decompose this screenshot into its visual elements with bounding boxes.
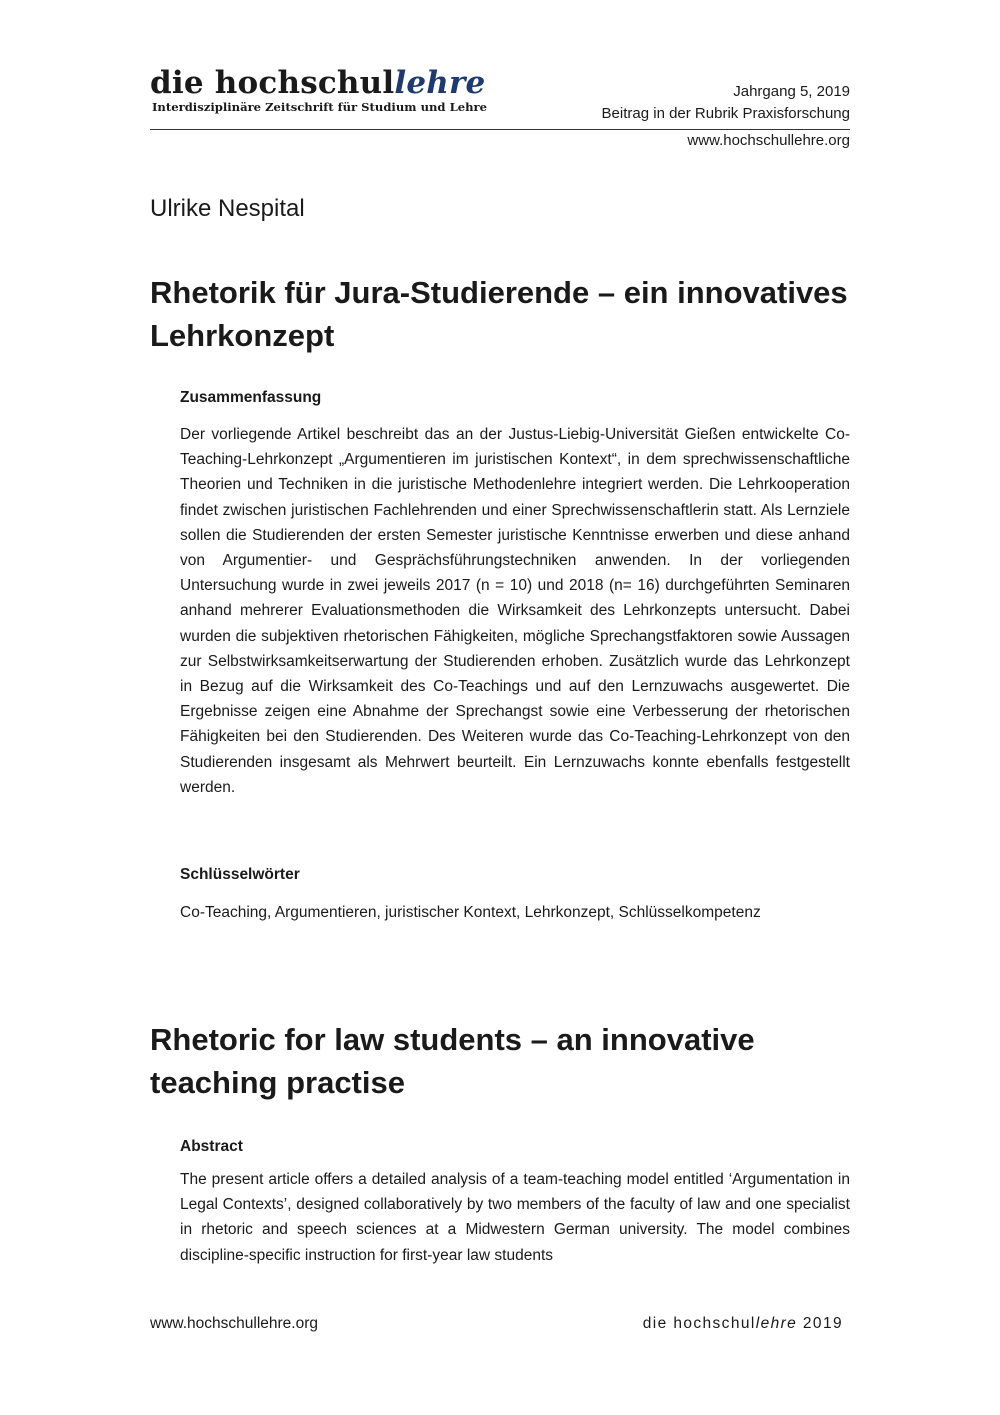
summary-text: Der vorliegende Artikel beschreibt das an der Justus-Liebig-Universität Gießen entwickelte Co-Teaching-Lehrkonzept „Argumentieren im juristischen Kontext“, in dem sprechwissenschaftliche Theorien und Techniken in die juristische Methodenlehre integriert werden. Die Lehrkooperation findet zwischen juristischen Fachlehrenden und einer Sprechwissenschaftlerin statt. Als Lernziele sollen die Studierenden der ersten Semester juristische Kenntnisse erwerben und diese anhand von Argumentier- und Gesprächsführungstechniken anwenden. In der vorliegenden Untersuchung wurde in zwei jeweils 2017 (n = 10) und 2018 (n= 16) durchgeführten Seminaren anhand mehrerer Evaluationsmethoden die Wirksamkeit des Lehrkonzepts untersucht. Dabei wurden die subjektiven rhetorischen Fähigkeiten, mögliche Sprechangstfaktoren sowie Aussagen zur Selbstwirksamkeitserwartung der Studierenden erhoben. Zusätzlich wurde das Lehrkonzept in Bezug auf die Wirksamkeit des Co-Teachings und auf den Lernzuwachs ausgewertet. Die Ergebnisse zeigen eine Abnahme der Sprechangst sowie eine Verbesserung der rhetorischen Fähigkeiten bei den Studierenden. Des Weiteren wurde das Co-Teaching-Lehrkonzept von den Studierenden insgesamt als Mehrwert beurteilt. Ein Lernzuwachs konnte ebenfalls festgestellt werden.	[180, 426, 850, 796]
article-author: Ulrike Nespital	[150, 195, 305, 222]
header-website-link[interactable]: www.hochschullehre.org	[687, 132, 850, 149]
summary-heading: Zusammenfassung	[180, 389, 322, 406]
journal-logo	[150, 66, 485, 100]
abstract-heading: Abstract	[180, 1138, 243, 1155]
journal-header	[150, 66, 850, 156]
journal-subtitle: Interdisziplinäre Zeitschrift für Studium und Lehre	[152, 100, 488, 114]
footer-journal-name	[643, 1315, 843, 1333]
journal-volume: Jahrgang 5, 2019	[733, 83, 850, 100]
logo-italic-text: lehre	[394, 65, 486, 101]
abstract-text: The present article offers a detailed analysis of a team-teaching model entitled ‘Argumentation in Legal Contexts’, designed collaboratively by two members of the faculty of law and one specialist in rhetoric and speech sciences at a Midwestern German university. The model combines discipline-specific instruction for first-year law students	[180, 1171, 850, 1264]
footer-journal-italic: lehre	[755, 1315, 798, 1332]
footer-year: 2019	[797, 1315, 843, 1332]
header-divider	[150, 129, 850, 130]
english-title: Rhetoric for law students – an innovative teaching practise	[150, 1022, 755, 1100]
german-title: Rhetorik für Jura-Studierende – ein innovatives Lehrkonzept	[150, 275, 848, 353]
footer-journal-main: die hochschul	[642, 1315, 756, 1332]
keywords-text: Co-Teaching, Argumentieren, juristischer Kontext, Lehrkonzept, Schlüsselkompetenz	[180, 904, 761, 921]
logo-main-text: die hochschul	[150, 65, 395, 101]
article-rubric: Beitrag in der Rubrik Praxisforschung	[601, 105, 850, 122]
footer-website-link[interactable]: www.hochschullehre.org	[150, 1315, 319, 1332]
keywords-heading: Schlüsselwörter	[180, 866, 300, 883]
